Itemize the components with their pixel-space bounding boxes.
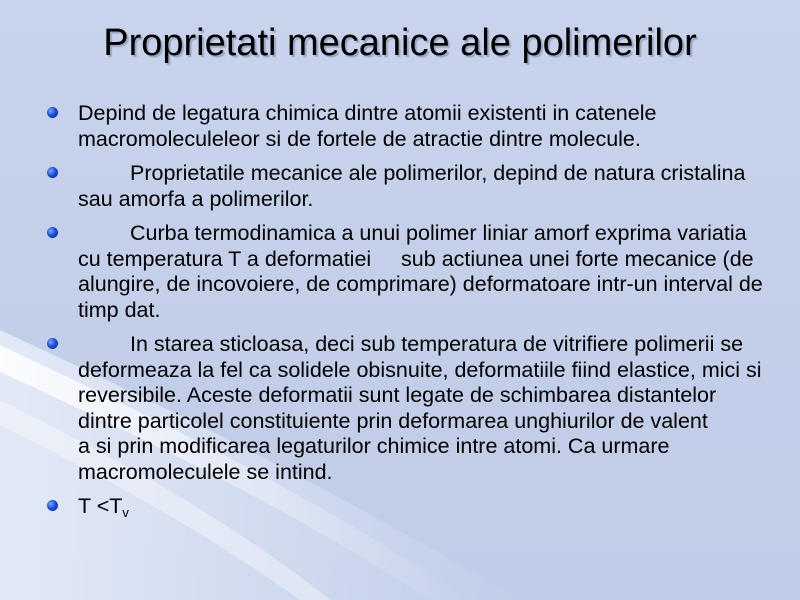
indent-spacer <box>78 221 130 245</box>
blue-dot-bullet-icon <box>47 227 58 238</box>
bullet-text: In starea sticloasa, deci sub temperatura de vitrifiere polimerii se deformeaza la fel ca solidele obisnuite, deformatiile fiind elastice, mici si reversibile. Aceste deformatii sunt legate de schimbarea distantelor dintre particolel constituiente prin deformarea unghiurilor de valent a si prin modificarea legaturilor chimice intre atomi. Ca urmare macromoleculele se intind. <box>78 332 768 484</box>
subscript: v <box>122 505 129 520</box>
bullet-text: Curba termodinamica a unui polimer liniar amorf exprima variatia cu temperatura T a deformatiei sub actiunea unei forte mecanice (de alungire, de incovoiere, de comprimare) deformatoare intr-un interval de timp dat. <box>78 221 769 322</box>
blue-dot-bullet-icon <box>47 500 58 511</box>
bullet-text: T <T <box>78 494 123 518</box>
bullet-text: Depind de legatura chimica dintre atomii existenti in catenele macromoleculeleor si de fortele de atractie dintre molecule. <box>78 101 657 151</box>
bullet-item <box>44 494 764 526</box>
slide-title: Proprietati mecanice ale polimerilor <box>103 22 697 64</box>
bullet-item <box>44 332 768 485</box>
indent-spacer <box>78 161 130 185</box>
blue-dot-bullet-icon <box>47 107 58 118</box>
blue-dot-bullet-icon <box>47 338 58 349</box>
bullet-list <box>44 101 769 535</box>
blue-dot-bullet-icon <box>47 167 58 178</box>
bullet-item <box>44 161 764 212</box>
bullet-item <box>44 221 769 323</box>
bullet-item <box>44 101 764 152</box>
indent-spacer <box>78 332 130 356</box>
bullet-text: Proprietatile mecanice ale polimerilor, depind de natura cristalina sau amorfa a polimerilor. <box>78 161 746 211</box>
